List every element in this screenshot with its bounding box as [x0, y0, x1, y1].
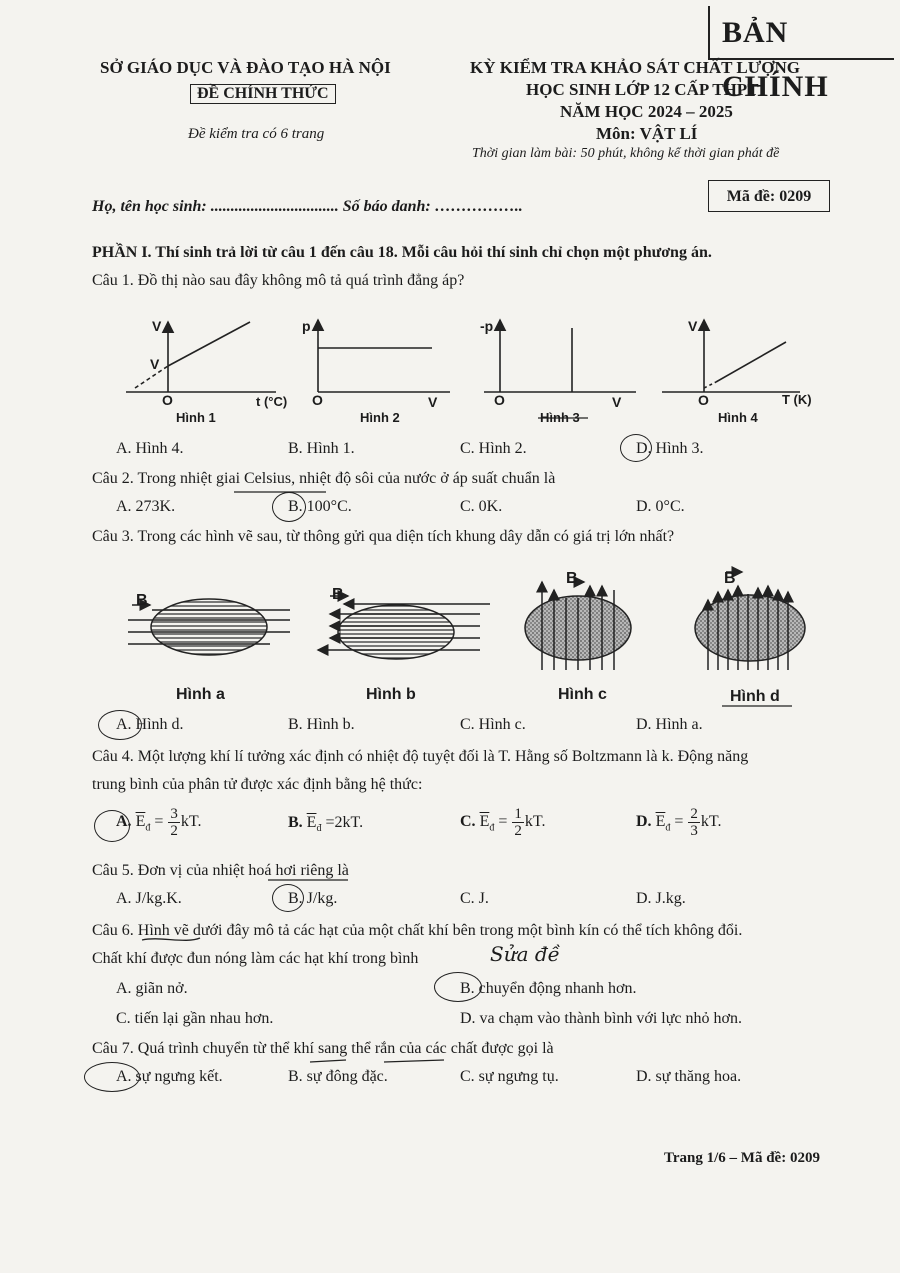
subject: Môn: VẬT LÍ: [596, 124, 698, 143]
q4-c-sub: đ: [489, 822, 495, 834]
figure-a-field-label: B: [136, 592, 148, 609]
graph-3-y-axis: -p: [480, 318, 494, 334]
q2-option-d[interactable]: D. 0°C.: [636, 498, 685, 515]
figure-d-field-label: B: [724, 570, 736, 587]
exam-title-2: HỌC SINH LỚP 12 CẤP THPT: [526, 80, 759, 99]
q3-option-a[interactable]: A. Hình d.: [116, 716, 184, 733]
figure-d: [695, 572, 805, 670]
graph-1: [126, 322, 276, 392]
q4-option-b[interactable]: [288, 814, 363, 834]
figure-b-label: Hình b: [366, 686, 416, 703]
q4-d-tail: kT.: [700, 813, 722, 831]
q4-option-c[interactable]: C. $\overline{E}_đ$ = $\frac{1}{2}$ kT.: [460, 806, 546, 839]
q4-option-d[interactable]: D. $\overline{E}_đ$ = $\frac{2}{3}$ kT.: [636, 806, 722, 839]
q4-b-symbol: $\overline{E}$: [306, 814, 317, 831]
figure-a: [128, 599, 290, 655]
figure-c-field-label: B: [566, 570, 578, 587]
pages-note: Đề kiểm tra có 6 trang: [188, 126, 325, 142]
q5-option-d[interactable]: D. J.kg.: [636, 890, 686, 907]
graph-4-origin: O: [698, 392, 709, 408]
department-name: SỞ GIÁO DỤC VÀ ĐÀO TẠO HÀ NỘI: [100, 58, 391, 77]
handwritten-note: Sửa đề: [490, 942, 560, 966]
q5-option-a[interactable]: A. J/kg.K.: [116, 890, 182, 907]
q4-d-den: 3: [690, 823, 698, 839]
q4-d-symbol: $\overline{E}$: [655, 813, 666, 831]
graph-3: [484, 320, 636, 392]
student-info-line: Họ, tên học sinh: ................................ Số báo danh: ……………..: [92, 198, 523, 215]
graph-1-v0-label: V: [150, 356, 160, 372]
question-1: Câu 1. Đồ thị nào sau đây không mô tả quá trình đẳng áp?: [92, 272, 465, 289]
graph-2-origin: O: [312, 392, 323, 408]
official-label: ĐỀ CHÍNH THỨC: [190, 84, 336, 104]
q4-b-letter: B.: [288, 814, 303, 831]
section-heading: PHẦN I. Thí sinh trả lời từ câu 1 đến câu 18. Mỗi câu hỏi thí sinh chỉ chọn một phương án.: [92, 244, 712, 261]
q4-a-den: 2: [170, 823, 178, 839]
graph-3-origin: O: [494, 392, 505, 408]
figure-b: [318, 596, 490, 659]
q4-b-expr: =2kT.: [325, 814, 364, 831]
exam-time: Thời gian làm bài: 50 phút, không kể thời gian phát đề: [472, 146, 780, 161]
q6-option-a[interactable]: A. giãn nở.: [116, 980, 188, 997]
question-4-line-1: Câu 4. Một lượng khí lí tưởng xác định có nhiệt độ tuyệt đối là T. Hằng số Boltzmann là k. Động năng: [92, 748, 749, 765]
q3-option-d[interactable]: D. Hình a.: [636, 716, 703, 733]
q4-option-a[interactable]: A. $\overline{E}_đ$ = $\frac{3}{2}$ kT.: [116, 806, 202, 839]
q2-option-c[interactable]: C. 0K.: [460, 498, 503, 515]
figure-b-field-label: B: [332, 586, 344, 603]
school-year: NĂM HỌC 2024 – 2025: [560, 102, 733, 121]
q3-option-c[interactable]: C. Hình c.: [460, 716, 526, 733]
graph-3-label: Hình 3: [540, 410, 580, 425]
q4-c-den: 2: [514, 823, 522, 839]
graph-1-x-axis: t (°C): [256, 394, 288, 409]
question-5: Câu 5. Đơn vị của nhiệt hoá hơi riêng là: [92, 862, 349, 879]
q6-answer-circle: [434, 972, 482, 1002]
q2-option-a[interactable]: A. 273K.: [116, 498, 176, 515]
official-copy-stamp: BẢN CHÍNH: [708, 6, 894, 60]
question-6-line-1: Câu 6. Hình vẽ dưới đây mô tả các hạt của một chất khí bên trong một bình kín có thể tích không đổi.: [92, 922, 743, 939]
q4-b-sub: đ: [316, 823, 322, 835]
q4-a-num: 3: [170, 806, 178, 822]
q4-c-num: 1: [514, 806, 522, 822]
q6-option-b[interactable]: B. chuyển động nhanh hơn.: [460, 980, 637, 997]
graph-1-y-axis: V: [152, 318, 162, 334]
q1-answer-circle: [620, 434, 652, 462]
q7-option-b[interactable]: B. sự đông đặc.: [288, 1068, 388, 1085]
q5-answer-circle: [272, 884, 304, 912]
q4-a-letter: A.: [116, 813, 132, 831]
question-7: Câu 7. Quá trình chuyển từ thể khí sang thể rắn của các chất được gọi là: [92, 1040, 554, 1057]
graph-1-origin: O: [162, 392, 173, 408]
q7-option-d[interactable]: D. sự thăng hoa.: [636, 1068, 742, 1085]
q3-option-b[interactable]: B. Hình b.: [288, 716, 355, 733]
figure-a-label: Hình a: [176, 686, 225, 703]
q7-option-a[interactable]: A. sự ngưng kết.: [116, 1068, 223, 1085]
exam-title-1: KỲ KIỂM TRA KHẢO SÁT CHẤT LƯỢNG: [470, 58, 800, 77]
graph-1-label: Hình 1: [176, 410, 216, 425]
q1-option-b[interactable]: B. Hình 1.: [288, 440, 355, 457]
figure-d-label: Hình d: [730, 688, 780, 705]
page-footer: Trang 1/6 – Mã đề: 0209: [664, 1150, 820, 1166]
q4-d-sub: đ: [665, 822, 671, 834]
question-2: Câu 2. Trong nhiệt giai Celsius, nhiệt độ sôi của nước ở áp suất chuẩn là: [92, 470, 556, 487]
q4-a-sub: đ: [145, 822, 151, 834]
graph-4-y-axis: V: [688, 318, 698, 334]
q4-c-symbol: $\overline{E}$: [479, 813, 490, 831]
q2-option-b[interactable]: B. 100°C.: [288, 498, 352, 515]
q1-option-d[interactable]: D. Hình 3.: [636, 440, 704, 457]
q2-answer-circle: [272, 492, 306, 522]
graph-3-x-axis: V: [612, 394, 622, 410]
exam-code-box: Mã đề: 0209: [708, 180, 830, 212]
figure-c: [525, 582, 631, 670]
q1-option-c[interactable]: C. Hình 2.: [460, 440, 527, 457]
question-4-line-2: trung bình của phân tử được xác định bằng hệ thức:: [92, 776, 423, 793]
graph-2: [318, 320, 450, 392]
q4-a-symbol: $\overline{E}$: [135, 813, 146, 831]
q6-option-c[interactable]: C. tiến lại gần nhau hơn.: [116, 1010, 274, 1027]
q5-option-c[interactable]: C. J.: [460, 890, 489, 907]
q5-option-b[interactable]: B. J/kg.: [288, 890, 338, 907]
q4-a-tail: kT.: [180, 813, 202, 831]
figure-c-label: Hình c: [558, 686, 607, 703]
q1-option-a[interactable]: A. Hình 4.: [116, 440, 184, 457]
graph-4-x-axis: T (K): [782, 392, 812, 407]
q6-option-d[interactable]: D. va chạm vào thành bình với lực nhỏ hơn.: [460, 1010, 742, 1027]
q3-answer-circle: [98, 710, 142, 740]
q4-d-num: 2: [690, 806, 698, 822]
q4-answer-circle: [94, 810, 130, 842]
q4-c-tail: kT.: [524, 813, 546, 831]
graph-4: [662, 320, 800, 392]
q4-d-letter: D.: [636, 813, 652, 831]
q4-c-letter: C.: [460, 813, 476, 831]
q7-option-c[interactable]: C. sự ngưng tụ.: [460, 1068, 559, 1085]
q7-answer-circle: [84, 1062, 140, 1092]
graph-2-label: Hình 2: [360, 410, 400, 425]
graph-2-y-axis: p: [302, 318, 311, 334]
graph-4-label: Hình 4: [718, 410, 758, 425]
question-3: Câu 3. Trong các hình vẽ sau, từ thông gửi qua diện tích khung dây dẫn có giá trị lớn nhất?: [92, 528, 675, 545]
graph-2-x-axis: V: [428, 394, 438, 410]
question-6-line-2: Chất khí được đun nóng làm các hạt khí trong bình: [92, 950, 419, 967]
